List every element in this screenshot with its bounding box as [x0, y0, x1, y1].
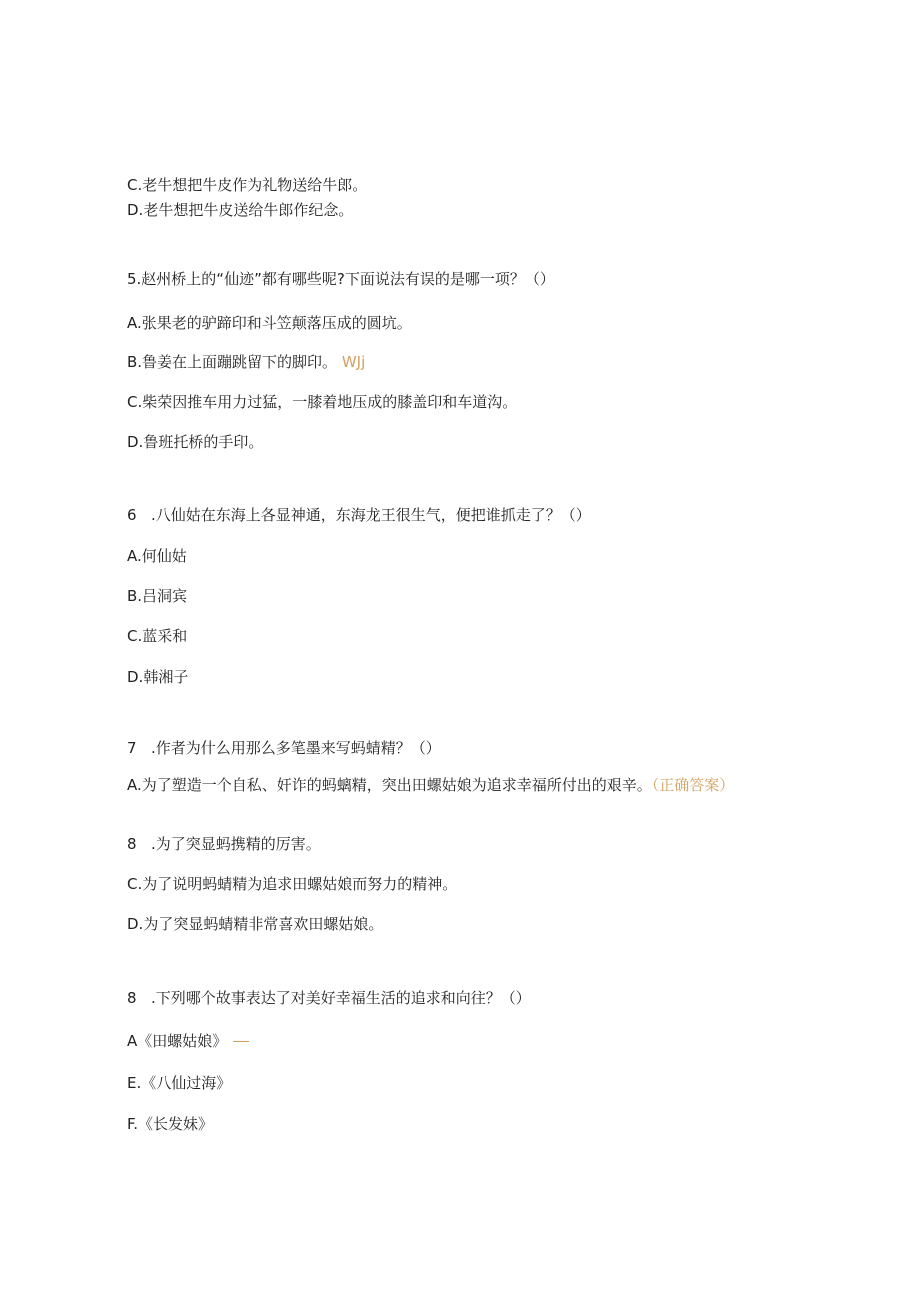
q7-option-b-text: .为了突显蚂携精的厉害。: [151, 835, 321, 853]
q7-option-d: D.为了突显蚂蜻精非常喜欢田螺姑娘。: [127, 915, 384, 933]
q6-option-d: D.韩湘子: [127, 668, 189, 686]
q8-option-e: E.《八仙过海》: [127, 1074, 232, 1092]
q7-option-a-text: A.为了塑造一个自私、奸诈的蚂螭精，突出田螺姑娘为追求幸福所付出的艰辛。: [127, 776, 652, 794]
q7-correct-answer-mark: （正确答案）: [651, 776, 735, 794]
q5-option-b: [127, 351, 365, 373]
q8-stem-text: .下列哪个故事表达了对美好幸福生活的追求和向往？（）: [151, 989, 531, 1007]
q6-number: 6: [127, 506, 137, 524]
q8-option-a-text: A《田螺姑娘》: [127, 1032, 228, 1050]
q5-option-b-mark: WJj: [341, 353, 366, 371]
answer-dash-mark: [233, 1041, 249, 1042]
q8-option-a: [127, 1030, 249, 1052]
q7-option-a: [127, 774, 787, 796]
q6-stem: [127, 504, 591, 526]
q5-option-b-text: B.鲁姜在上面蹦跳留下的脚印。: [127, 353, 338, 371]
q7-stem: [127, 737, 441, 759]
q5-option-a: A.张果老的驴蹄印和斗笠颠落压成的圆坑。: [127, 314, 412, 332]
q5-option-c: C.柴荣因推车用力过猛，一膝着地压成的膝盖印和车道沟。: [127, 393, 518, 411]
q6-stem-text: .八仙姑在东海上各显神通，东海龙王很生气，便把谁抓走了？（）: [151, 506, 591, 524]
q8-number: 8: [127, 989, 137, 1007]
q4-option-c: C.老牛想把牛皮作为礼物送给牛郎。: [127, 176, 368, 194]
q7-stem-text: .作者为什么用那么多笔墨来写蚂蜻精？（）: [151, 739, 441, 757]
q7-option-c: C.为了说明蚂蜻精为追求田螺姑娘而努力的精神。: [127, 875, 458, 893]
q6-option-a: A.何仙姑: [127, 547, 187, 565]
q8-option-f: F.《长发妹》: [127, 1115, 213, 1133]
q7-number: 7: [127, 739, 137, 757]
q6-option-c: C.蓝采和: [127, 627, 188, 645]
q7-option-b: [127, 833, 321, 855]
q7-option-b-number: 8: [127, 835, 137, 853]
q4-option-d: D.老牛想把牛皮送给牛郎作纪念。: [127, 201, 354, 219]
q5-stem: 5.赵州桥上的“仙迹”都有哪些呢?下面说法有误的是哪一项？（）: [127, 270, 555, 288]
q6-option-b: B.吕洞宾: [127, 587, 188, 605]
q5-option-d: D.鲁班托桥的手印。: [127, 433, 264, 451]
q8-stem: [127, 987, 531, 1009]
